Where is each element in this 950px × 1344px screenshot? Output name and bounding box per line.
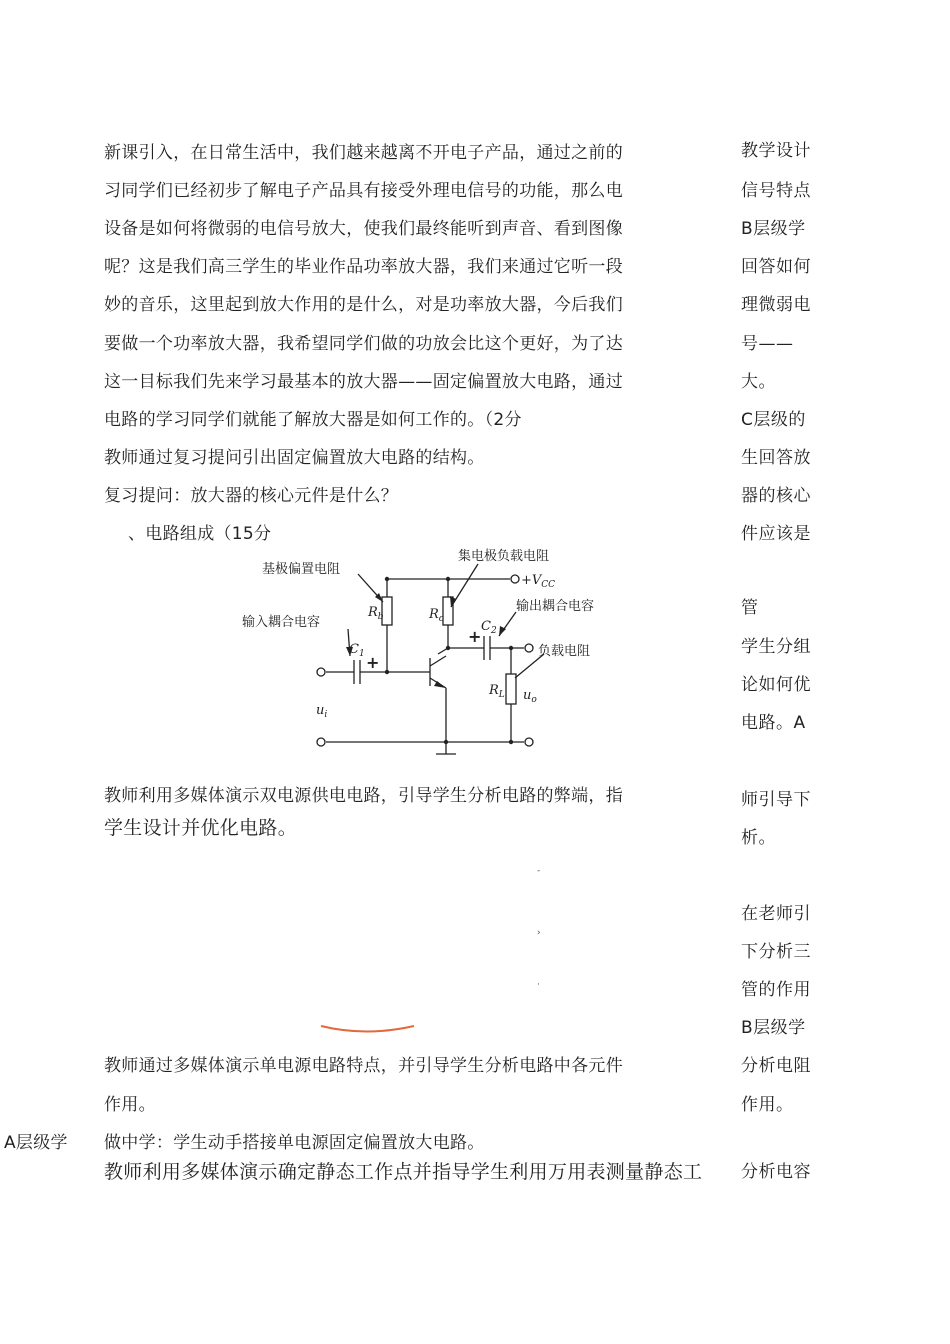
label-ui: $u_i$ xyxy=(316,703,328,720)
side-text-line: 信号特点 xyxy=(741,181,811,201)
plus-sign-c2: + xyxy=(468,627,482,646)
fixed-bias-amplifier-circuit xyxy=(232,544,595,766)
side-text-line: 回答如何 xyxy=(741,257,811,277)
main-text-line: 作用。 xyxy=(104,1095,156,1115)
scan-mark: › xyxy=(537,928,541,938)
label-base-bias-resistor: 基极偏置电阻 xyxy=(262,562,341,577)
label-c2: $C_2$ xyxy=(481,619,497,636)
side-text-line: 学生分组 xyxy=(741,637,811,657)
side-text-line: 号—— xyxy=(741,334,794,354)
side-text-line: 件应该是 xyxy=(741,524,811,544)
label-rc: $R_c$ xyxy=(429,607,444,624)
label-rb: $R_b$ xyxy=(368,605,384,622)
label-c1: $C_1$ xyxy=(349,642,365,659)
main-text-line: 要做一个功率放大器，我希望同学们做的功放会比这个更好，为了达 xyxy=(104,334,623,354)
section-heading: 、电路组成（15分 xyxy=(128,524,272,544)
main-text-line: 习同学们已经初步了解电子产品具有接受外理电信号的功能，那么电 xyxy=(104,181,623,201)
side-text-line: 理微弱电 xyxy=(741,295,811,315)
side-text-line: 管 xyxy=(741,598,759,618)
main-text-line: 新课引入，在日常生活中，我们越来越离不开电子产品，通过之前的 xyxy=(104,143,623,163)
label-load-resistor: 负载电阻 xyxy=(538,644,591,659)
side-text-line: 大。 xyxy=(741,372,776,392)
main-text-line: 学生设计并优化电路。 xyxy=(104,817,298,839)
side-header: 教学设计 xyxy=(741,141,811,161)
side-text-line: B层级学 xyxy=(741,1018,806,1038)
side-text-line: 在老师引 xyxy=(741,904,811,924)
side-text-line: 电路。A xyxy=(741,713,806,733)
side-text-line: 分析电容 xyxy=(741,1162,811,1182)
label-vcc: $+V_{CC}$ xyxy=(521,573,556,590)
label-collector-load-resistor: 集电极负载电阻 xyxy=(458,549,550,564)
side-text-line: 器的核心 xyxy=(741,486,811,506)
label-rl: $R_L$ xyxy=(489,683,505,700)
main-text-line: 电路的学习同学们就能了解放大器是如何工作的。（2分 xyxy=(104,410,522,430)
label-uo: $u_o$ xyxy=(523,688,537,705)
side-text-line: C层级的 xyxy=(741,410,806,430)
side-text-line: 论如何优 xyxy=(741,675,811,695)
scan-mark: ‐ xyxy=(537,866,541,876)
plus-sign-c1: + xyxy=(366,653,380,672)
label-input-coupling-capacitor: 输入耦合电容 xyxy=(242,615,321,630)
main-text-line: 呢？这是我们高三学生的毕业作品功率放大器，我们来通过它听一段 xyxy=(104,257,623,277)
main-text-line: 设备是如何将微弱的电信号放大，使我们最终能听到声音、看到图像 xyxy=(104,219,623,239)
main-text-line: 教师利用多媒体演示确定静态工作点并指导学生利用万用表测量静态工 xyxy=(104,1161,703,1183)
side-text-line: 析。 xyxy=(741,828,776,848)
main-text-line: 教师通过多媒体演示单电源电路特点，并引导学生分析电路中各元件 xyxy=(104,1056,623,1076)
side-text-line: B层级学 xyxy=(741,219,806,239)
main-text-line: 做中学：学生动手搭接单电源固定偏置放大电路。 xyxy=(104,1133,485,1153)
scan-mark: · xyxy=(537,980,540,990)
main-text-line: 复习提问：放大器的核心元件是什么？ xyxy=(104,486,399,506)
side-text-line: 生回答放 xyxy=(741,448,811,468)
margin-label: A层级学 xyxy=(4,1133,68,1153)
side-text-line: 管的作用 xyxy=(741,980,811,1000)
side-text-line: 分析电阻 xyxy=(741,1056,811,1076)
red-arc-decoration xyxy=(318,1022,418,1036)
side-text-line: 作用。 xyxy=(741,1095,794,1115)
main-text-line: 教师通过复习提问引出固定偏置放大电路的结构。 xyxy=(104,448,485,468)
label-output-coupling-capacitor: 输出耦合电容 xyxy=(516,599,595,614)
main-text-line: 教师利用多媒体演示双电源供电电路，引导学生分析电路的弊端，指 xyxy=(104,786,623,806)
side-text-line: 下分析三 xyxy=(741,942,811,962)
side-text-line: 师引导下 xyxy=(741,790,811,810)
main-text-line: 这一目标我们先来学习最基本的放大器——固定偏置放大电路，通过 xyxy=(104,372,623,392)
main-text-line: 妙的音乐，这里起到放大作用的是什么，对是功率放大器，今后我们 xyxy=(104,295,623,315)
